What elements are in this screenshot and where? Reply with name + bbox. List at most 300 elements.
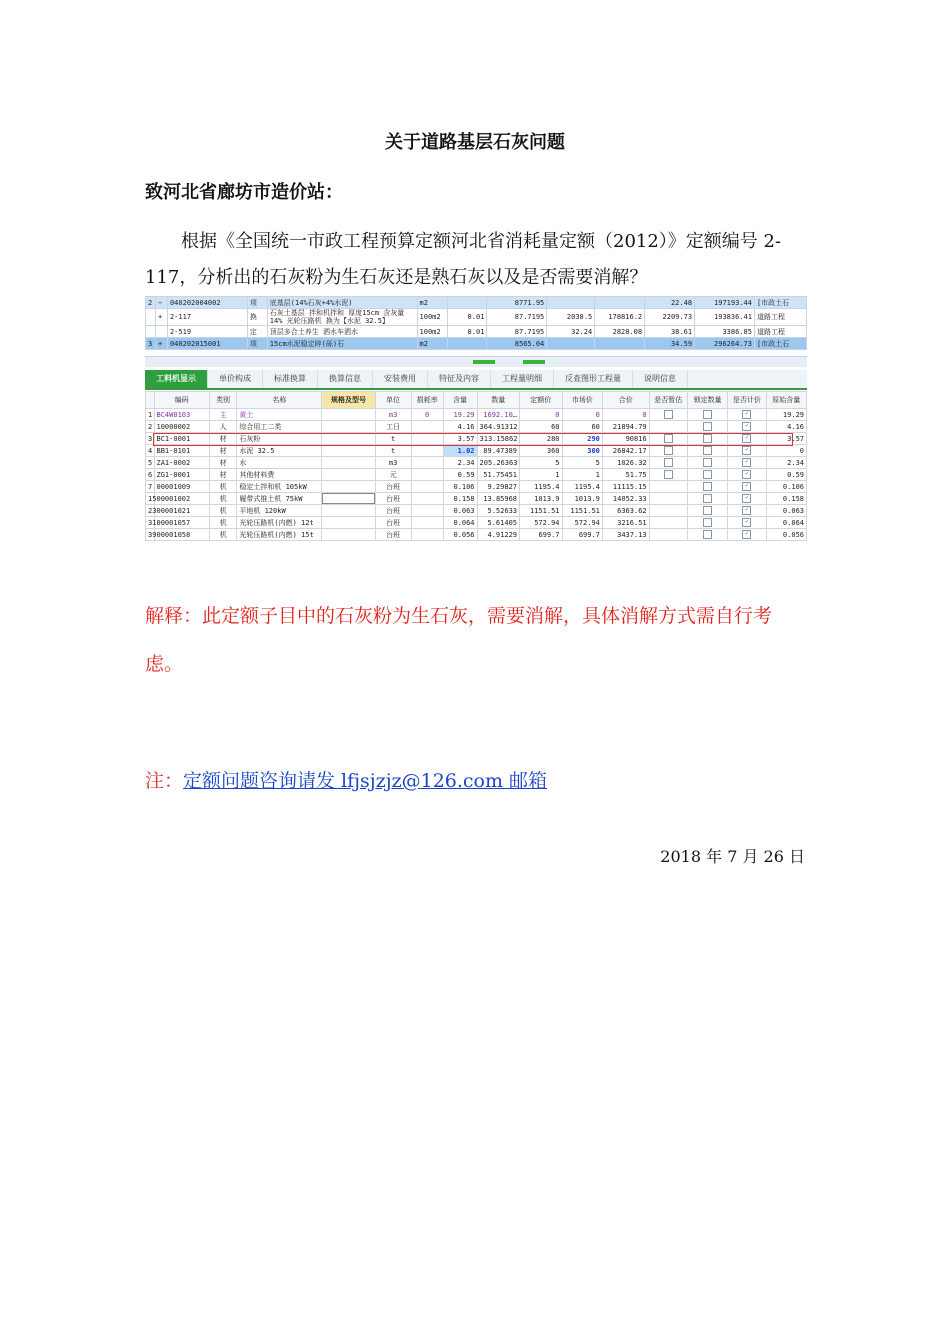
resource-cell: 699.7 bbox=[562, 529, 602, 541]
resource-cell: 0.063 bbox=[766, 505, 806, 517]
resource-cell: 台班 bbox=[375, 481, 411, 493]
scrollbar-thumb[interactable] bbox=[473, 360, 495, 364]
resource-cell: 1013.9 bbox=[520, 493, 563, 505]
checked-checkbox[interactable]: ✓ bbox=[742, 470, 751, 479]
item-cell: [市政土石 bbox=[754, 297, 806, 309]
resource-cell bbox=[411, 445, 443, 457]
resource-cell: 3 bbox=[146, 433, 155, 445]
item-cell: 22.48 bbox=[645, 297, 695, 309]
resource-cell: 89.47389 bbox=[477, 445, 520, 457]
horizontal-scrollbar[interactable] bbox=[145, 356, 807, 367]
resource-cell bbox=[687, 421, 727, 433]
resource-cell: 台班 bbox=[375, 529, 411, 541]
resource-cell bbox=[322, 445, 375, 457]
resource-cell: 572.94 bbox=[520, 517, 563, 529]
resource-cell: 0 bbox=[766, 445, 806, 457]
item-cell: 8565.04 bbox=[487, 338, 547, 350]
resource-row[interactable] bbox=[146, 421, 807, 433]
resource-cell: 2.34 bbox=[766, 457, 806, 469]
resource-cell: 0.056 bbox=[443, 529, 477, 541]
checkbox[interactable] bbox=[664, 470, 673, 479]
resource-cell bbox=[411, 517, 443, 529]
resource-cell: 00001058 bbox=[154, 529, 209, 541]
resource-cell: 26842.17 bbox=[602, 445, 649, 457]
item-cell: 15cm水泥稳定碎(砾)石 bbox=[267, 338, 417, 350]
resource-cell: 0.064 bbox=[443, 517, 477, 529]
resource-cell: 13.85968 bbox=[477, 493, 520, 505]
checkbox[interactable] bbox=[703, 506, 712, 515]
checkbox[interactable] bbox=[664, 446, 673, 455]
resource-cell: 60 bbox=[520, 421, 563, 433]
resource-cell bbox=[411, 529, 443, 541]
resource-cell: 0.106 bbox=[443, 481, 477, 493]
software-screenshot bbox=[145, 296, 807, 546]
resource-cell: 360 bbox=[520, 445, 563, 457]
resource-cell: 0 bbox=[602, 409, 649, 421]
checkbox[interactable] bbox=[703, 482, 712, 491]
item-cell bbox=[146, 326, 156, 338]
tab-bar bbox=[145, 370, 807, 390]
item-cell: 2038.5 bbox=[547, 309, 595, 326]
column-header[interactable]: 定额价 bbox=[520, 392, 563, 409]
resource-row[interactable] bbox=[146, 493, 807, 505]
resource-cell: 9.29827 bbox=[477, 481, 520, 493]
item-row[interactable] bbox=[146, 338, 807, 350]
resource-cell bbox=[411, 481, 443, 493]
checkbox[interactable] bbox=[703, 518, 712, 527]
tab-item[interactable]: 工料机显示 bbox=[145, 370, 208, 388]
resource-cell: 5 bbox=[520, 457, 563, 469]
question-paragraph: 根据《全国统一市政工程预算定额河北省消耗量定额（2012）》定额编号 2-117，分析出的石灰粉为生石灰还是熟石灰以及是否需要消解？ bbox=[145, 231, 782, 288]
resource-cell: 2.34 bbox=[443, 457, 477, 469]
item-cell: 193836.41 bbox=[695, 309, 755, 326]
item-cell: 石灰土基层 拌和机拌和 厚度15cm 含灰量14% 光轮压路机 换为【水泥 32.5】 bbox=[267, 309, 417, 326]
resource-row[interactable] bbox=[146, 481, 807, 493]
resource-cell: 材 bbox=[209, 457, 237, 469]
column-header[interactable]: 是否暂估 bbox=[649, 392, 687, 409]
item-cell: 2-519 bbox=[167, 326, 247, 338]
resource-cell: 平地机 120kW bbox=[237, 505, 322, 517]
item-cell: 项 bbox=[247, 338, 267, 350]
resource-cell: 黄土 bbox=[237, 409, 322, 421]
resource-cell: 光轮压路机(内燃) 15t bbox=[237, 529, 322, 541]
resource-cell: 00001009 bbox=[154, 481, 209, 493]
resource-cell bbox=[728, 529, 766, 541]
column-header[interactable]: 是否计价 bbox=[728, 392, 766, 409]
item-cell: 87.7195 bbox=[487, 326, 547, 338]
item-cell: 定 bbox=[247, 326, 267, 338]
document-title: 关于道路基层石灰问题 bbox=[385, 132, 565, 153]
checkbox[interactable] bbox=[703, 470, 712, 479]
resource-cell bbox=[322, 421, 375, 433]
item-table bbox=[145, 296, 807, 350]
reply-paragraph: 解释：此定额子目中的石灰粉为生石灰，需要消解，具体消解方式需自行考虑。 bbox=[145, 605, 773, 675]
item-cell: + bbox=[155, 309, 167, 326]
resource-cell bbox=[649, 529, 687, 541]
resource-cell: 0.063 bbox=[443, 505, 477, 517]
resource-cell: 3.57 bbox=[766, 433, 806, 445]
resource-cell: 机 bbox=[209, 517, 237, 529]
resource-cell bbox=[649, 445, 687, 457]
tab-item[interactable]: 工程量明细 bbox=[491, 370, 554, 388]
resource-cell: 2 bbox=[146, 421, 155, 433]
resource-cell: 0 bbox=[520, 409, 563, 421]
highlight-box bbox=[153, 433, 793, 446]
resource-cell: 1151.51 bbox=[562, 505, 602, 517]
resource-cell: 其他材料费 bbox=[237, 469, 322, 481]
checkbox[interactable] bbox=[703, 446, 712, 455]
resource-cell: 4.16 bbox=[766, 421, 806, 433]
item-cell: 2209.73 bbox=[645, 309, 695, 326]
resource-cell: 19.29 bbox=[766, 409, 806, 421]
resource-cell: 6363.62 bbox=[602, 505, 649, 517]
resource-cell: 280 bbox=[520, 433, 563, 445]
resource-cell: 205.26363 bbox=[477, 457, 520, 469]
resource-row[interactable] bbox=[146, 457, 807, 469]
resource-cell: 1195.4 bbox=[562, 481, 602, 493]
resource-cell: 14052.33 bbox=[602, 493, 649, 505]
resource-cell bbox=[649, 517, 687, 529]
resource-cell: 工日 bbox=[375, 421, 411, 433]
item-cell: 100m2 bbox=[417, 309, 447, 326]
resource-cell: 0.59 bbox=[443, 469, 477, 481]
resource-cell: 机 bbox=[209, 505, 237, 517]
item-row[interactable] bbox=[146, 309, 807, 326]
resource-cell: 5 bbox=[562, 457, 602, 469]
checkbox[interactable] bbox=[703, 530, 712, 539]
item-cell bbox=[447, 338, 487, 350]
tab-item[interactable]: 安装费用 bbox=[373, 370, 428, 388]
item-cell: 2 bbox=[146, 297, 156, 309]
item-cell: + bbox=[155, 338, 167, 350]
resource-cell: 19.29 bbox=[443, 409, 477, 421]
resource-cell bbox=[322, 457, 375, 469]
resource-cell: 0.158 bbox=[443, 493, 477, 505]
resource-cell: 51.75 bbox=[602, 469, 649, 481]
resource-cell bbox=[411, 493, 443, 505]
resource-cell: 台班 bbox=[375, 505, 411, 517]
resource-cell: 364.91312 bbox=[477, 421, 520, 433]
resource-cell: 3437.13 bbox=[602, 529, 649, 541]
checked-checkbox[interactable]: ✓ bbox=[742, 410, 751, 419]
column-header[interactable]: 名称 bbox=[237, 392, 322, 409]
resource-cell bbox=[411, 457, 443, 469]
resource-cell bbox=[649, 493, 687, 505]
resource-cell: 0.056 bbox=[766, 529, 806, 541]
item-cell: 8771.95 bbox=[487, 297, 547, 309]
item-cell: 040202015001 bbox=[167, 338, 247, 350]
checked-checkbox[interactable]: ✓ bbox=[742, 458, 751, 467]
resource-cell: BC1-0001 bbox=[154, 433, 209, 445]
note-prefix: 注： bbox=[145, 770, 184, 792]
resource-cell bbox=[322, 481, 375, 493]
resource-cell: 21894.79 bbox=[602, 421, 649, 433]
resource-cell: BC4W0103 bbox=[154, 409, 209, 421]
column-header[interactable]: 含量 bbox=[443, 392, 477, 409]
email-link[interactable]: 定额问题咨询请发 lfjsjzjz@126.com 邮箱 bbox=[183, 770, 548, 792]
column-header[interactable]: 损耗率 bbox=[411, 392, 443, 409]
resource-cell bbox=[322, 505, 375, 517]
resource-row[interactable] bbox=[146, 505, 807, 517]
resource-cell bbox=[687, 505, 727, 517]
tab-item[interactable]: 特征及内容 bbox=[428, 370, 491, 388]
column-header[interactable]: 合价 bbox=[602, 392, 649, 409]
resource-cell: 光轮压路机(内燃) 12t bbox=[237, 517, 322, 529]
checkbox[interactable] bbox=[664, 410, 673, 419]
resource-cell bbox=[322, 529, 375, 541]
resource-cell: m3 bbox=[375, 409, 411, 421]
item-cell: 2-117 bbox=[167, 309, 247, 326]
resource-cell: 石灰粉 bbox=[237, 433, 322, 445]
resource-cell: 5.61405 bbox=[477, 517, 520, 529]
item-cell: − bbox=[155, 297, 167, 309]
resource-cell bbox=[687, 409, 727, 421]
resource-cell bbox=[728, 517, 766, 529]
resource-cell: 元 bbox=[375, 469, 411, 481]
document-date: 2018 年 7 月 26 日 bbox=[660, 847, 805, 866]
resource-cell: 572.94 bbox=[562, 517, 602, 529]
resource-cell: 水 bbox=[237, 457, 322, 469]
item-row[interactable] bbox=[146, 297, 807, 309]
resource-cell bbox=[728, 493, 766, 505]
scrollbar-thumb[interactable] bbox=[523, 360, 545, 364]
column-header[interactable]: 原始含量 bbox=[766, 392, 806, 409]
checked-checkbox[interactable]: ✓ bbox=[742, 506, 751, 515]
resource-cell: 60 bbox=[562, 421, 602, 433]
resource-cell: 00001057 bbox=[154, 517, 209, 529]
item-row[interactable] bbox=[146, 326, 807, 338]
resource-cell: 0 bbox=[411, 409, 443, 421]
resource-cell: 材 bbox=[209, 445, 237, 457]
tab-item[interactable]: 换算信息 bbox=[318, 370, 373, 388]
salutation: 致河北省廊坊市造价站： bbox=[145, 182, 343, 203]
resource-cell: 90816 bbox=[602, 433, 649, 445]
resource-cell: 机 bbox=[209, 481, 237, 493]
item-cell bbox=[595, 338, 645, 350]
item-cell: 296264.73 bbox=[695, 338, 755, 350]
resource-cell: 39 bbox=[146, 529, 155, 541]
resource-grid bbox=[145, 391, 807, 541]
resource-cell: 313.15862 bbox=[477, 433, 520, 445]
column-header[interactable]: 规格及型号 bbox=[322, 392, 375, 409]
resource-cell bbox=[322, 493, 375, 505]
resource-cell: 7 bbox=[146, 481, 155, 493]
checkbox[interactable] bbox=[703, 494, 712, 503]
resource-cell: 1151.51 bbox=[520, 505, 563, 517]
resource-cell bbox=[728, 457, 766, 469]
resource-cell: 6 bbox=[146, 469, 155, 481]
resource-row[interactable] bbox=[146, 529, 807, 541]
column-header[interactable]: 类别 bbox=[209, 392, 237, 409]
item-cell bbox=[547, 338, 595, 350]
column-header[interactable]: 编码 bbox=[154, 392, 209, 409]
resource-cell: t bbox=[375, 433, 411, 445]
resource-cell bbox=[687, 493, 727, 505]
item-cell: 32.24 bbox=[547, 326, 595, 338]
item-cell: m2 bbox=[417, 297, 447, 309]
tab-item[interactable]: 标准换算 bbox=[263, 370, 318, 388]
resource-cell bbox=[728, 409, 766, 421]
resource-row[interactable] bbox=[146, 409, 807, 421]
resource-cell: 主 bbox=[209, 409, 237, 421]
resource-cell: m3 bbox=[375, 457, 411, 469]
resource-cell: 11115.15 bbox=[602, 481, 649, 493]
resource-cell: 水泥 32.5 bbox=[237, 445, 322, 457]
resource-cell: 300 bbox=[562, 445, 602, 457]
resource-cell: 31 bbox=[146, 517, 155, 529]
resource-cell bbox=[728, 421, 766, 433]
resource-cell: 1692.10… bbox=[477, 409, 520, 421]
checked-checkbox[interactable]: ✓ bbox=[742, 422, 751, 431]
resource-cell: 290 bbox=[562, 433, 602, 445]
checked-checkbox[interactable]: ✓ bbox=[742, 482, 751, 491]
checked-checkbox[interactable]: ✓ bbox=[742, 446, 751, 455]
resource-cell bbox=[649, 469, 687, 481]
resource-cell: 0.106 bbox=[766, 481, 806, 493]
item-cell bbox=[547, 297, 595, 309]
resource-cell bbox=[322, 409, 375, 421]
resource-cell: 1 bbox=[562, 469, 602, 481]
checkbox[interactable] bbox=[703, 422, 712, 431]
resource-cell bbox=[687, 445, 727, 457]
column-header[interactable]: 锁定数量 bbox=[687, 392, 727, 409]
resource-cell: 15 bbox=[146, 493, 155, 505]
resource-cell bbox=[728, 505, 766, 517]
item-cell: 3386.85 bbox=[695, 326, 755, 338]
tab-item[interactable]: 单价构成 bbox=[208, 370, 263, 388]
resource-cell: 10000002 bbox=[154, 421, 209, 433]
checkbox[interactable] bbox=[703, 458, 712, 467]
item-cell: 87.7195 bbox=[487, 309, 547, 326]
item-cell: [市政土石 bbox=[754, 338, 806, 350]
item-cell: 2828.08 bbox=[595, 326, 645, 338]
item-cell: 底基层(14%石灰+4%水泥) bbox=[267, 297, 417, 309]
resource-cell bbox=[649, 409, 687, 421]
resource-cell: 3.57 bbox=[443, 433, 477, 445]
item-cell: 38.61 bbox=[645, 326, 695, 338]
resource-row[interactable] bbox=[146, 469, 807, 481]
item-cell: 顶层多合土养生 洒水车洒水 bbox=[267, 326, 417, 338]
resource-cell: 履带式推土机 75kW bbox=[237, 493, 322, 505]
resource-cell: 00001002 bbox=[154, 493, 209, 505]
item-cell: 道路工程 bbox=[754, 326, 806, 338]
item-cell: 道路工程 bbox=[754, 309, 806, 326]
resource-cell: 0.064 bbox=[766, 517, 806, 529]
resource-cell: 1.02 bbox=[443, 445, 477, 457]
resource-cell: 1 bbox=[146, 409, 155, 421]
item-cell bbox=[595, 297, 645, 309]
column-header[interactable]: 数量 bbox=[477, 392, 520, 409]
resource-row[interactable] bbox=[146, 517, 807, 529]
column-header[interactable]: 市场价 bbox=[562, 392, 602, 409]
resource-cell: ZG1-0001 bbox=[154, 469, 209, 481]
resource-cell: 0 bbox=[562, 409, 602, 421]
resource-cell: 台班 bbox=[375, 517, 411, 529]
resource-cell bbox=[649, 421, 687, 433]
item-cell: m2 bbox=[417, 338, 447, 350]
resource-cell: 综合用工二类 bbox=[237, 421, 322, 433]
resource-cell: 机 bbox=[209, 529, 237, 541]
resource-cell bbox=[687, 469, 727, 481]
resource-cell bbox=[687, 457, 727, 469]
item-cell: 0.01 bbox=[447, 309, 487, 326]
resource-cell bbox=[322, 469, 375, 481]
resource-cell: BB1-0101 bbox=[154, 445, 209, 457]
item-cell: 178816.2 bbox=[595, 309, 645, 326]
resource-cell bbox=[649, 457, 687, 469]
resource-cell: 材 bbox=[209, 469, 237, 481]
resource-cell: 0.158 bbox=[766, 493, 806, 505]
resource-cell: 4.91229 bbox=[477, 529, 520, 541]
item-cell: 040202004002 bbox=[167, 297, 247, 309]
resource-cell: 699.7 bbox=[520, 529, 563, 541]
resource-cell bbox=[322, 517, 375, 529]
checked-checkbox[interactable]: ✓ bbox=[742, 494, 751, 503]
resource-cell: 1195.4 bbox=[520, 481, 563, 493]
resource-cell bbox=[728, 445, 766, 457]
item-cell: 100m2 bbox=[417, 326, 447, 338]
resource-cell bbox=[687, 517, 727, 529]
tab-item[interactable]: 反查图形工程量 bbox=[554, 370, 633, 388]
item-cell bbox=[447, 297, 487, 309]
column-header[interactable]: 单位 bbox=[375, 392, 411, 409]
checked-checkbox[interactable]: ✓ bbox=[742, 518, 751, 527]
resource-cell bbox=[411, 469, 443, 481]
checkbox[interactable] bbox=[664, 458, 673, 467]
resource-cell: 1013.9 bbox=[562, 493, 602, 505]
resource-cell bbox=[687, 529, 727, 541]
checked-checkbox[interactable]: ✓ bbox=[742, 530, 751, 539]
item-cell: 换 bbox=[247, 309, 267, 326]
column-header[interactable] bbox=[146, 392, 155, 409]
item-cell: 0.01 bbox=[447, 326, 487, 338]
resource-cell bbox=[728, 469, 766, 481]
contact-note bbox=[145, 766, 547, 793]
resource-cell: 1 bbox=[520, 469, 563, 481]
resource-cell bbox=[649, 481, 687, 493]
resource-cell bbox=[728, 481, 766, 493]
resource-cell: 人 bbox=[209, 421, 237, 433]
item-cell: 34.59 bbox=[645, 338, 695, 350]
resource-cell bbox=[687, 481, 727, 493]
resource-cell bbox=[411, 505, 443, 517]
resource-cell: 51.75451 bbox=[477, 469, 520, 481]
resource-cell: 机 bbox=[209, 493, 237, 505]
checkbox[interactable] bbox=[703, 410, 712, 419]
resource-cell bbox=[411, 421, 443, 433]
resource-cell: 4 bbox=[146, 445, 155, 457]
item-cell: 3 bbox=[146, 338, 156, 350]
tab-item[interactable]: 说明信息 bbox=[633, 370, 688, 388]
resource-row[interactable] bbox=[146, 445, 807, 457]
item-cell bbox=[155, 326, 167, 338]
item-cell: 197193.44 bbox=[695, 297, 755, 309]
resource-cell bbox=[649, 505, 687, 517]
resource-cell: 1026.32 bbox=[602, 457, 649, 469]
checked-checkbox[interactable]: ✓ bbox=[742, 434, 751, 443]
resource-cell: 23 bbox=[146, 505, 155, 517]
resource-cell: 4.16 bbox=[443, 421, 477, 433]
resource-cell: 00001021 bbox=[154, 505, 209, 517]
resource-cell: 3216.51 bbox=[602, 517, 649, 529]
resource-cell: t bbox=[375, 445, 411, 457]
resource-cell: 0.59 bbox=[766, 469, 806, 481]
resource-cell: ZA1-0002 bbox=[154, 457, 209, 469]
resource-cell: 材 bbox=[209, 433, 237, 445]
item-cell bbox=[146, 309, 156, 326]
resource-cell: 台班 bbox=[375, 493, 411, 505]
resource-cell: 5.52633 bbox=[477, 505, 520, 517]
